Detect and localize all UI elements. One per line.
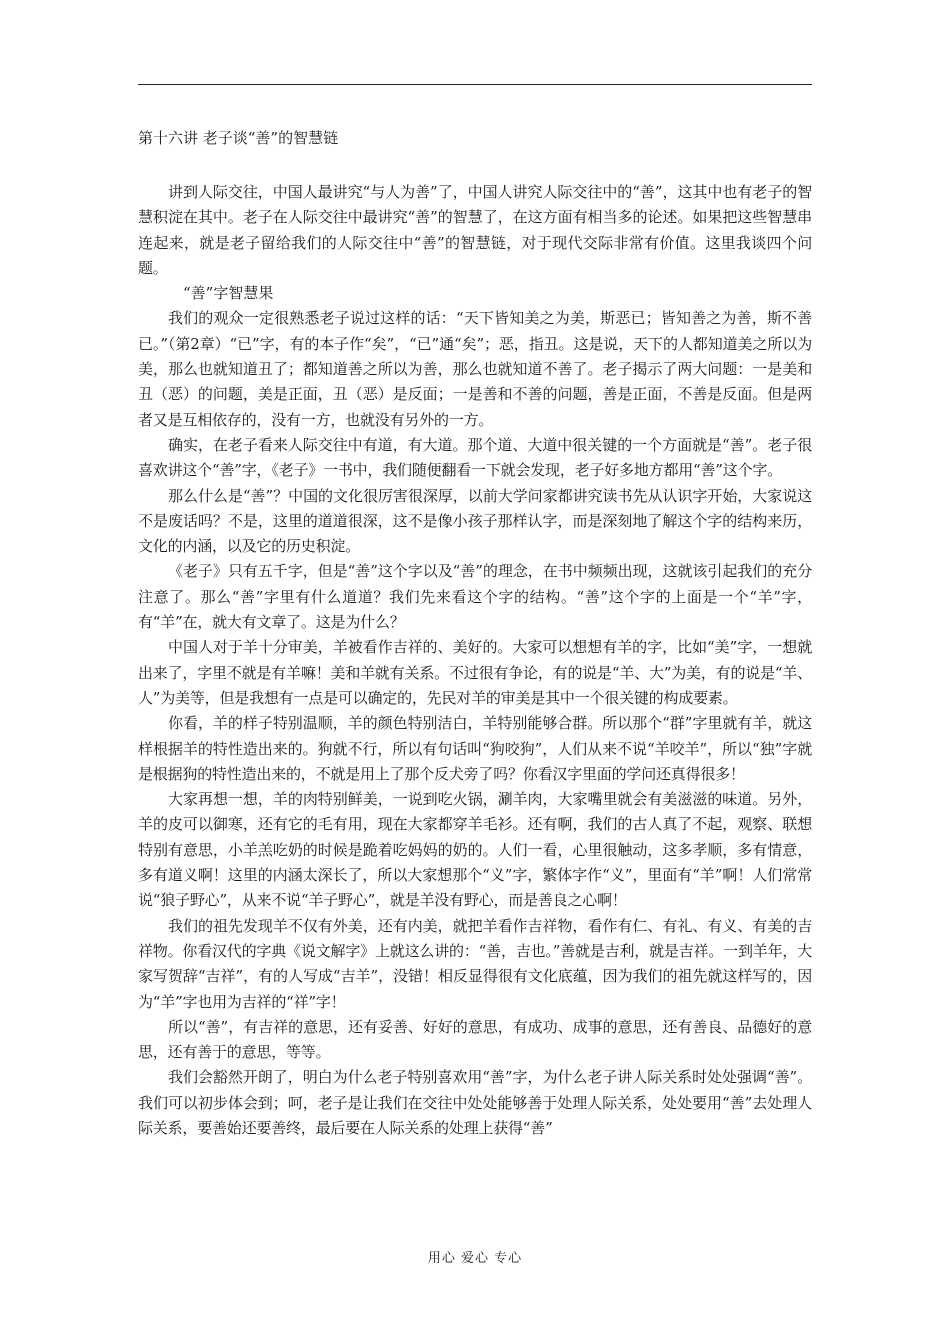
page-title: 第十六讲 老子谈“善”的智慧链 bbox=[138, 129, 339, 147]
paragraph: 那么什么是“善”？中国的文化很厉害很深厚，以前大学问家都讲究读书先从认识字开始，大家说这不是废话吗？不是，这里的道道很深，这不是像小孩子那样认字，而是深刻地了解这个字的结构来历，文化的内涵，以及它的历史积淀。 bbox=[138, 486, 812, 556]
paragraph: 我们的祖先发现羊不仅有外美，还有内美，就把羊看作吉祥物，看作有仁、有礼、有义、有美的吉祥物。你看汉代的字典《说文解字》上就这么讲的：“善，吉也。”善就是吉利，就是吉祥。一到羊年，大家写贺辞“吉祥”，有的人写成“吉羊”，没错！相反显得很有文化底蕴，因为我们的祖先就这样写的，因为“羊”字也用为吉祥的“祥”字！ bbox=[138, 916, 812, 1011]
paragraph: 我们会豁然开朗了，明白为什么老子特别喜欢用“善”字，为什么老子讲人际关系时处处强调“善”。我们可以初步体会到；呵，老子是让我们在交往中处处能够善于处理人际关系，处处要用“善”去处理人际关系，要善始还要善终，最后要在人际关系的处理上获得“善” bbox=[138, 1068, 812, 1137]
header-rule bbox=[138, 84, 812, 85]
paragraph: 确实，在老子看来人际交往中有道，有大道。那个道、大道中很关键的一个方面就是“善”。老子很喜欢讲这个“善”字，《老子》一书中，我们随便翻看一下就会发现，老子好多地方都用“善”这个字。 bbox=[138, 435, 812, 480]
paragraph: 大家再想一想，羊的肉特别鲜美，一说到吃火锅，涮羊肉，大家嘴里就会有美滋滋的味道。另外，羊的皮可以御寒，还有它的毛有用，现在大家都穿羊毛衫。还有啊，我们的古人真了不起，观察、联想特别有意思，小羊羔吃奶的时候是跪着吃妈妈的奶的。人们一看，心里很触动，这多孝顺，多有情意，多有道义啊！这里的内涵太深长了，所以大家想那个“义”字，繁体字作“义”，里面有“羊”啊！人们常常说“狼子野心”，从来不说“羊子野心”，就是羊没有野心，而是善良之心啊！ bbox=[138, 790, 812, 910]
section-heading: “善”字智慧果 bbox=[183, 284, 274, 303]
paragraph: 所以“善”，有吉祥的意思，还有妥善、好好的意思，有成功、成事的意思，还有善良、品德好的意思，还有善于的意思，等等。 bbox=[138, 1017, 812, 1062]
page-footer: 用心 爱心 专心 bbox=[427, 1251, 523, 1266]
document-body bbox=[138, 180, 812, 1141]
paragraph: 中国人对于羊十分审美，羊被看作吉祥的、美好的。大家可以想想有羊的字，比如“美”字，一想就出来了，字里不就是有羊嘛！美和羊就有关系。不过很有争论，有的说是“羊、大”为美，有的说是“羊、人”为美等，但是我想有一点是可以确定的，先民对羊的审美是其中一个很关键的构成要素。 bbox=[138, 638, 812, 707]
paragraph: 我们的观众一定很熟悉老子说过这样的话：“天下皆知美之为美，斯恶已；皆知善之为善，斯不善已。”（第2章）“已”字，有的本子作“矣”，“已”通“矣”；恶，指丑。这是说，天下的人都知道美之所以为美，那么也就知道丑了；都知道善之所以为善，那么也就知道不善了。老子揭示了两大问题：一是美和丑（恶）的问题，美是正面，丑（恶）是反面；一是善和不善的问题，善是正面，不善是反面。但是两者又是互相依存的，没有一方，也就没有另外的一方。 bbox=[138, 309, 812, 429]
paragraph: 你看，羊的样子特别温顺，羊的颜色特别洁白，羊特别能够合群。所以那个“群”字里就有羊，就这样根据羊的特性造出来的。狗就不行，所以有句话叫“狗咬狗”，人们从来不说“羊咬羊”，所以“独”字就是根据狗的特性造出来的，不就是用上了那个反犬旁了吗？你看汉字里面的学问还真得很多！ bbox=[138, 714, 812, 783]
paragraph: 讲到人际交往，中国人最讲究“与人为善”了，中国人讲究人际交往中的“善”，这其中也有老子的智慧积淀在其中。老子在人际交往中最讲究“善”的智慧了，在这方面有相当多的论述。如果把这些智慧串连起来，就是老子留给我们的人际交往中“善”的智慧链，对于现代交际非常有价值。这里我谈四个问题。 bbox=[138, 183, 812, 277]
paragraph: 《老子》只有五千字，但是“善”这个字以及“善”的理念，在书中频频出现，这就该引起我们的充分注意了。那么“善”字里有什么道道？我们先来看这个字的结构。“善”这个字的上面是一个“羊”字，有“羊”在，就大有文章了。这是为什么？ bbox=[138, 562, 812, 632]
